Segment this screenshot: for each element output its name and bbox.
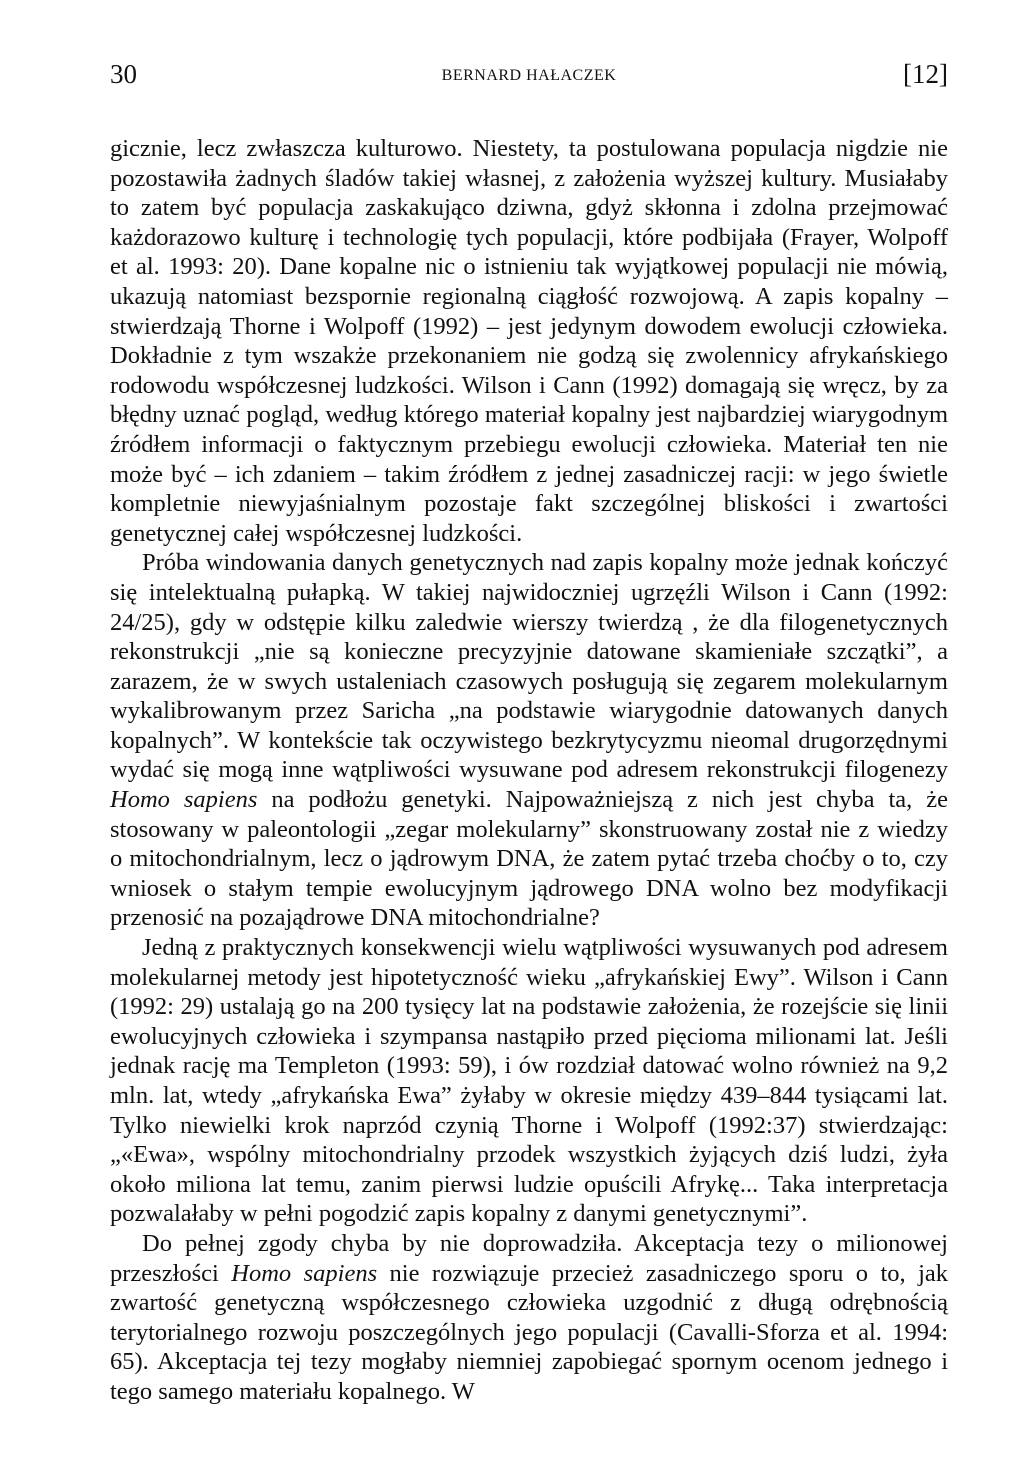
- paragraph-text: nie rozwiązuje przecież zasadniczego sporu o to, jak zwartość genetyczną współczesnego człowieka uzgodnić z długą odrębnością terytorialnego rozwoju poszczególnych jego populacji (Cavalli-Sforza et al. 1994: 65). Akceptacja tej tezy mogłaby niemniej zapobiegać spornym ocenom jednego i tego samego materiału kopalnego. W: [110, 1259, 948, 1405]
- paragraph-text: na podłożu genetyki. Najpoważniejszą z nich jest chyba ta, że stosowany w paleontologii „zegar molekularny” skonstruowany został nie z wiedzy o mitochondrialnym, lecz o jądrowym DNA, że zatem pytać trzeba choćby o to, czy wniosek o stałym tempie ewolucyjnym jądrowego DNA wolno bez modyfikacji przenosić na pozajądrowe DNA mitochondrialne?: [110, 786, 949, 932]
- body-text: [110, 134, 948, 1407]
- paragraph: [110, 1229, 948, 1407]
- italic-term: Homo sapiens: [110, 786, 258, 814]
- paragraph-text: Jedną z praktycznych konsekwencji wielu wątpliwości wysuwanych pod adresem molekularnej metody jest hipotetyczność wieku „afrykańskiej Ewy”. Wilson i Cann (1992: 29) ustalają go na 200 tysięcy lat na podstawie założenia, że rozejście się linii ewolucyjnych człowieka i szympansa nastąpiło przed pięcioma milionami lat. Jeśli jednak rację ma Templeton (1993: 59), i ów rozdział datować wolno również na 9,2 mln. lat, wtedy „afrykańska Ewa” żyłaby w okresie między 439–844 tysiącami lat. Tylko niewielki krok naprzód czynią Thorne i Wolpoff (1992:37) stwierdzając: „«Ewa», wspólny mitochondrialny przodek wszystkich żyjących dziś ludzi, żyła około miliona lat temu, zanim pierwsi ludzie opuścili Afrykę... Taka interpretacja pozwalałaby w pełni pogodzić zapis kopalny z danymi genetycznymi”.: [110, 934, 948, 1228]
- paragraph: [110, 548, 948, 933]
- paragraph-text: gicznie, lecz zwłaszcza kulturowo. Niestety, ta postulowana populacja nigdzie nie pozostawiła żadnych śladów takiej własnej, z założenia wyższej kultury. Musiałaby to zatem być populacja zaskakująco dziwna, gdyż skłonna i zdolna przejmować każdorazowo kulturę i technologię tych populacji, które podbijała (Frayer, Wolpoff et al. 1993: 20). Dane kopalne nic o istnieniu tak wyjątkowej populacji nie mówią, ukazują natomiast bezspornie regionalną ciągłość rozwojową. A zapis kopalny – stwierdzają Thorne i Wolpoff (1992) – jest jedynym dowodem ewolucji człowieka. Dokładnie z tym wszakże przekonaniem nie godzą się zwolennicy afrykańskiego rodowodu współczesnej ludzkości. Wilson i Cann (1992) domagają się wręcz, by za błędny uznać pogląd, według którego materiał kopalny jest najbardziej wiarygodnym źródłem informacji o faktycznym przebiegu ewolucji człowieka. Materiał ten nie może być – ich zdaniem – takim źródłem z jednej zasadniczej racji: w jego świetle kompletnie niewyjaśnialnym pozostaje fakt szczególnej bliskości i zwartości genetycznej całej współczesnej ludzkości.: [110, 135, 948, 547]
- page-number: 30: [110, 59, 137, 89]
- italic-term: Homo sapiens: [231, 1259, 378, 1287]
- paragraph-text: Próba windowania danych genetycznych nad zapis kopalny może jednak kończyć się intelektualną pułapką. W takiej najwidoczniej ugrzęźli Wilson i Cann (1992: 24/25), gdy w odstępie kilku zaledwie wierszy twierdzą , że dla filogenetycznych rekonstrukcji „nie są konieczne precyzyjnie datowane skamieniałe szczątki”, a zarazem, że w swych ustaleniach czasowych posługują się zegarem molekularnym wykalibrowanym przez Saricha „na podstawie wiarygodnie datowanych danych kopalnych”. W kontekście tak oczywistego bezkrytycyzmu nieomal drugorzędnymi wydać się mogą inne wątpliwości wysuwane pod adresem rekonstrukcji filogenezy: [110, 549, 948, 784]
- section-number: [12]: [903, 59, 948, 89]
- paragraph: [110, 134, 948, 548]
- paragraph: [110, 933, 948, 1229]
- paragraph-text: Do pełnej zgody chyba by nie doprowadziła. Akceptacja tezy o milionowej przeszłości: [110, 1229, 948, 1287]
- running-head-author: BERNARD HAŁACZEK: [441, 67, 617, 84]
- running-head: [110, 58, 948, 98]
